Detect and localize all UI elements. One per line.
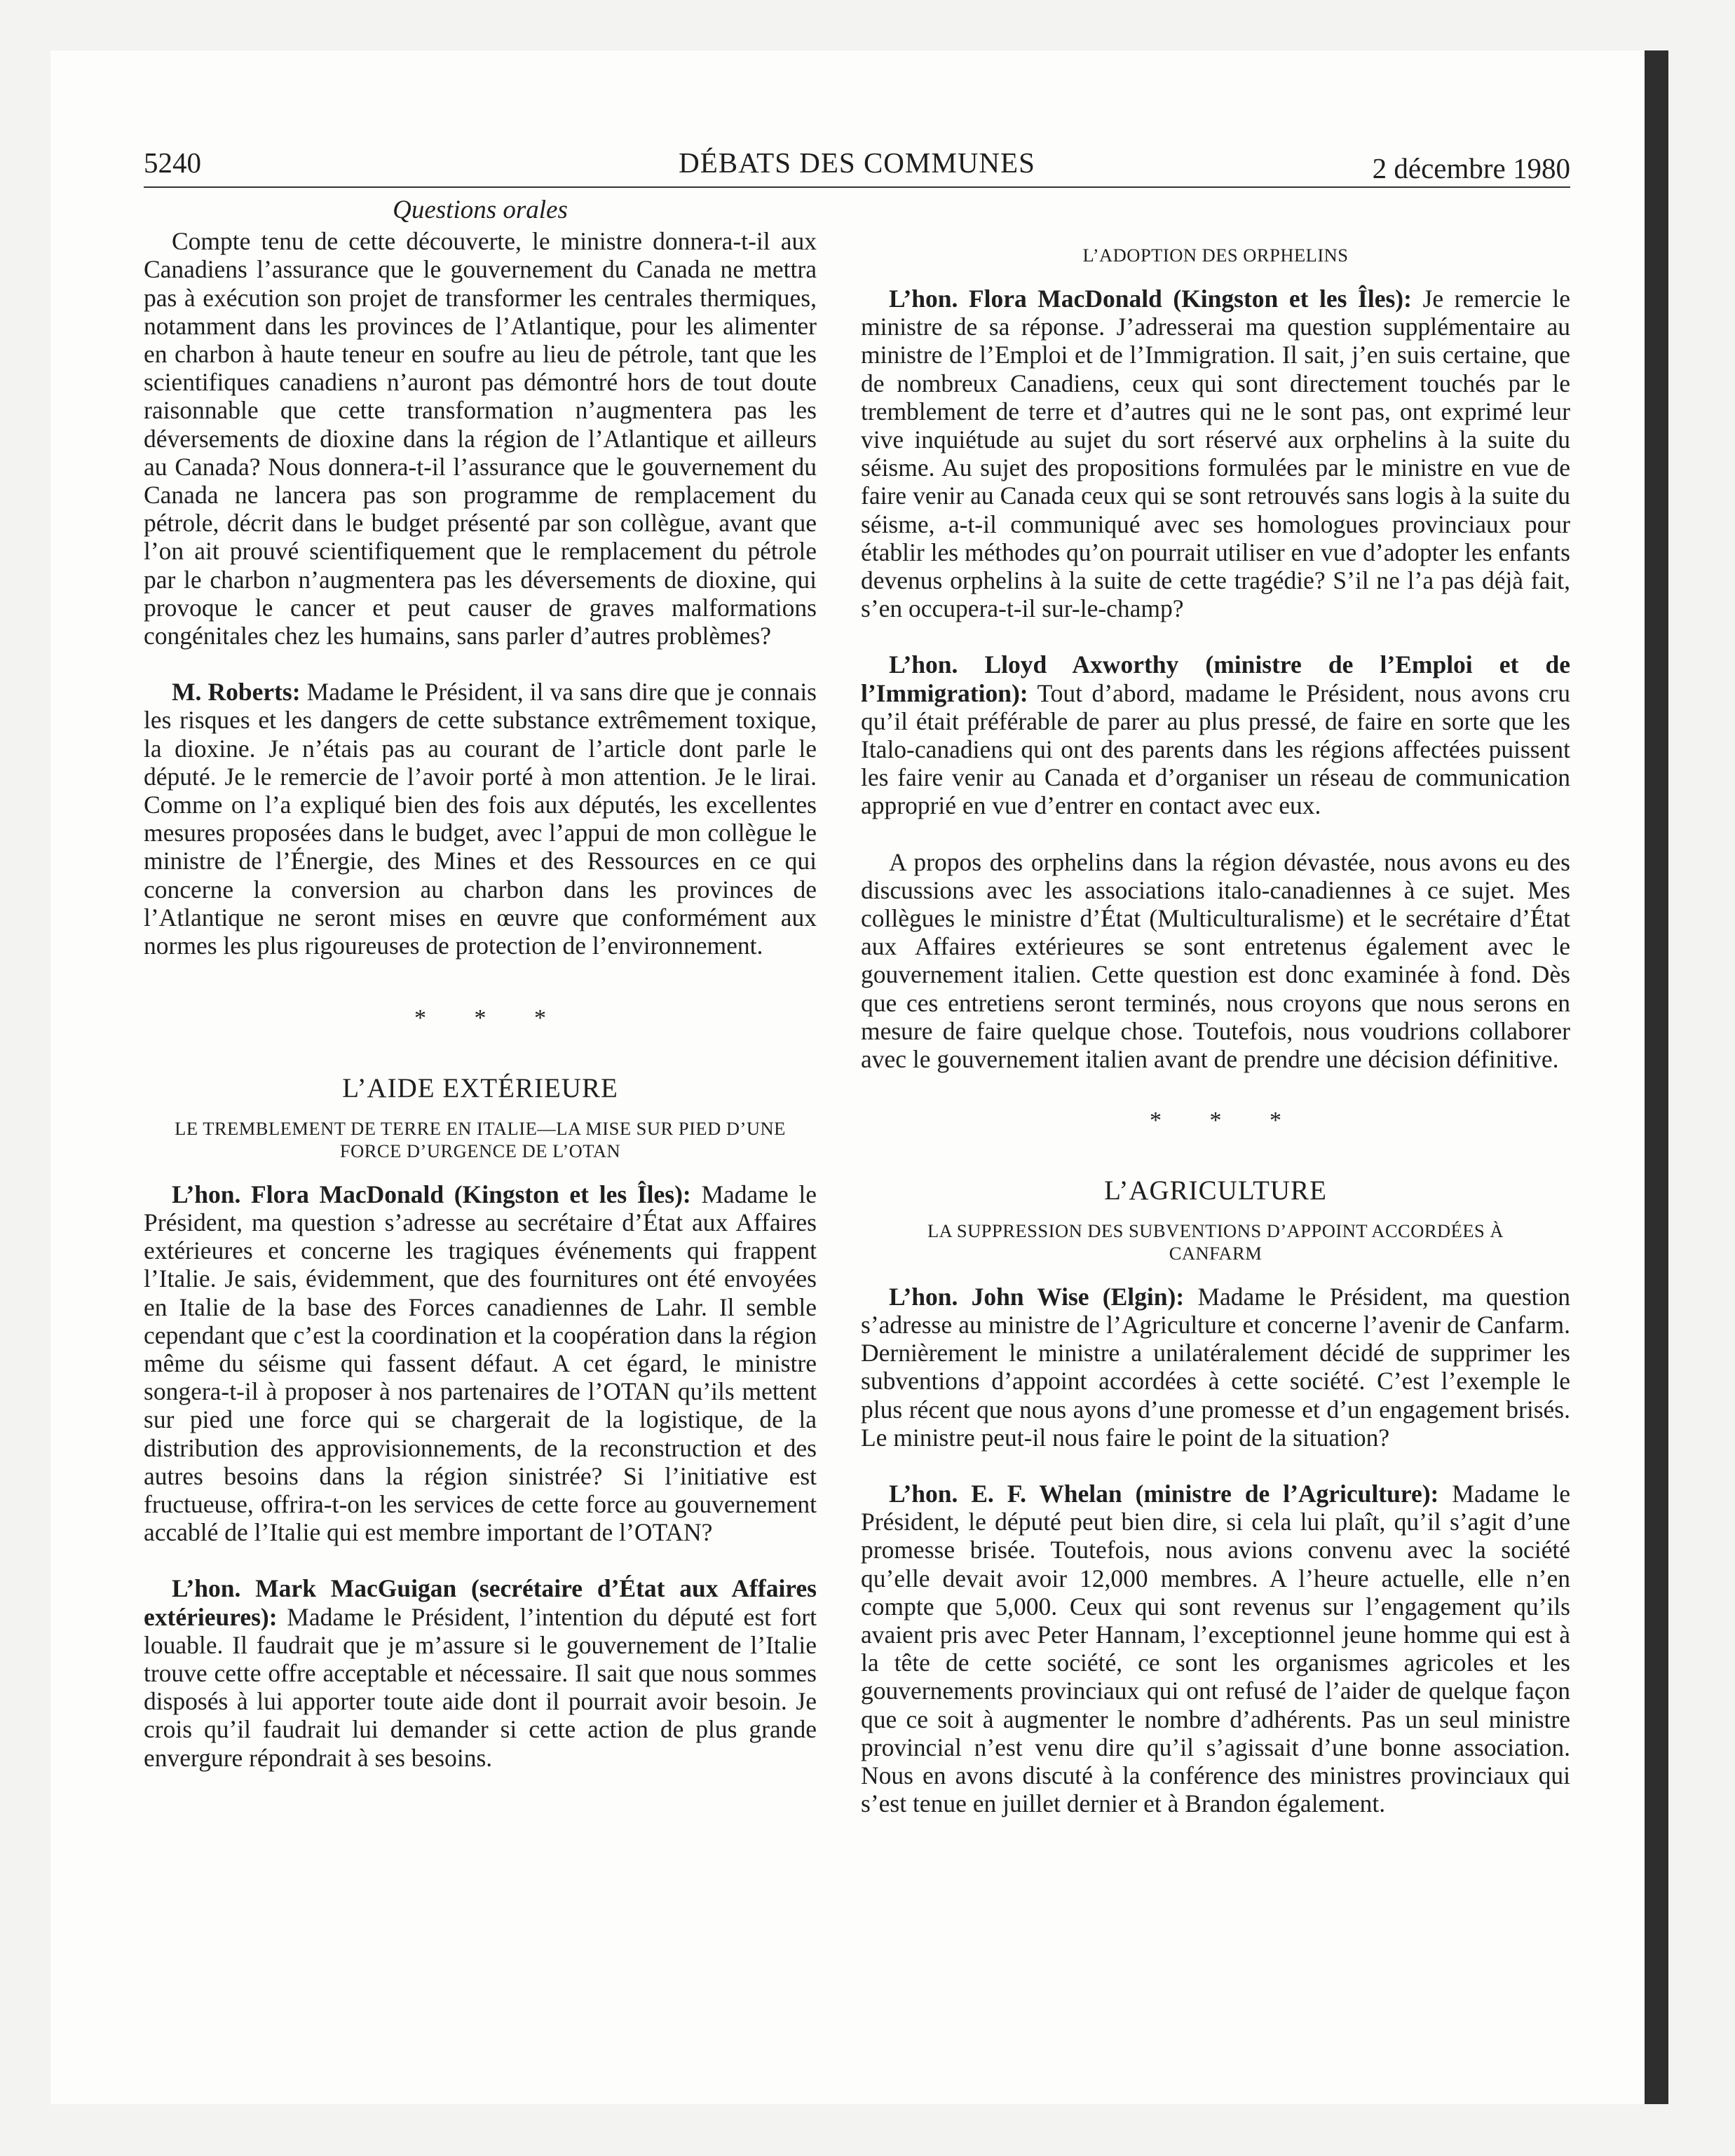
- speaker-name: L’hon. Mark MacGuigan (secrétaire d’État aux Affaires extérieures):: [144, 1574, 817, 1631]
- section-title: L’AGRICULTURE: [1104, 1175, 1327, 1206]
- right-column: [861, 196, 1570, 1817]
- speech-text: Madame le Président, ma question s’adresse au secrétaire d’État aux Affaires extérieures et concerne les tragiques événements qui frappent l’Italie. Je sais, évidemment, que des fournitures ont été envoyées en Italie de la base des Forces canadiennes de Lahr. Il semble cependant que c’est la coordination et la coopération dans la région même du séisme qui fassent défaut. A cet égard, le ministre songera-t-il à proposer à nos partenaires de l’OTAN qu’ils mettent sur pied une force qui se chargerait de la logistique, de la distribution des approvisionnements, de la reconstruction et des autres besoins dans la région sinistrée? Si l’initiative est fructueuse, offrira-t-on les services de cette force au gouvernement accablé de l’Italie qui est membre important de l’OTAN?: [144, 1180, 817, 1547]
- paragraph: [861, 1283, 1570, 1452]
- speech-text: Madame le Président, l’intention du député est fort louable. Il faudrait que je m’assure si le gouvernement de l’Italie trouve cette offre acceptable et nécessaire. Il sait que nous sommes disposés à lui apporter toute aide dont il pourrait avoir besoin. Je crois qu’il faudrait lui demander si cette action de plus grande envergure répondrait à ses besoins.: [144, 1602, 817, 1772]
- section-separator: * * *: [1150, 1107, 1302, 1134]
- speech-text: Je remercie le ministre de sa réponse. J’adresserai ma question supplémentaire au ministre de l’Emploi et de l’Immigration. Il sait, j’en suis certaine, que de nombreux Canadiens, ceux qui sont directement touchés par le tremblement de terre et d’autres qui ne le sont pas, ont exprimé leur vive inquiétude au sujet du sort réservé aux orphelins à la suite du séisme. Au sujet des propositions formulées par le ministre en vue de faire venir au Canada ceux qui se sont retrouvés sans logis à la suite du séisme, a-t-il communiqué avec ses homologues provinciaux pour établir les méthodes qu’on pourrait utiliser en vue d’adopter les enfants devenus orphelins à la suite de cette tragédie? S’il ne l’a pas déjà fait, s’en occupera-t-il sur-le-champ?: [861, 285, 1570, 623]
- binding-edge: [1645, 50, 1668, 2104]
- speaker-name: L’hon. Lloyd Axworthy (ministre de l’Emploi et de l’Immigration):: [861, 650, 1570, 707]
- speaker-name: L’hon. E. F. Whelan (ministre de l’Agriculture):: [889, 1479, 1439, 1508]
- subsection-title: LA SUPPRESSION DES SUBVENTIONS D’APPOINT ACCORDÉES À CANFARM: [927, 1220, 1504, 1264]
- header-rule: [144, 186, 1570, 188]
- paragraph: A propos des orphelins dans la région dévastée, nous avons eu des discussions avec les associations italo-canadiennes à ce sujet. Mes collègues le ministre d’État (Multiculturalisme) et le secrétaire d’État aux Affaires extérieures se sont entretenus également avec le gouvernement italien. Cette question est donc examinée à fond. Dès que ces entretiens seront terminés, nous croyons que nous serons en mesure de faire quelque chose. Toutefois, nous voudrions collaborer avec le gouvernement italien avant de prendre une décision définitive.: [861, 847, 1570, 1074]
- speaker-name: M. Roberts:: [172, 678, 301, 707]
- publication-title: DÉBATS DES COMMUNES: [679, 146, 1035, 179]
- publication-date: 2 décembre 1980: [1372, 152, 1570, 184]
- speech-text: Madame le Président, le député peut bien dire, si cela lui plaît, qu’il s’agit d’une promesse brisée. Toutefois, nous avions convenu avec la société qu’elle devait avoir 12,000 membres. A l’heure actuelle, elle n’en compte que 5,000. Ceux qui sont revenus sur l’engagement qu’ils avaient pris avec Peter Hannam, l’exceptionnel jeune homme qui est à la tête de cette société, ce sont les organismes agricoles et les gouvernements provinciaux qui ont refusé de l’aider de quelque façon que ce soit à augmenter le nombre d’adhérents. Pas un seul ministre provincial n’est venu dire qu’il s’agissait d’une bonne association. Nous en avons discuté à la conférence des ministres provinciaux qui s’est tenue en juillet dernier et à Brandon également.: [861, 1479, 1570, 1818]
- speaker-name: L’hon. John Wise (Elgin):: [889, 1282, 1185, 1311]
- subsection-title: L’ADOPTION DES ORPHELINS: [1082, 245, 1349, 266]
- speech-text: Madame le Président, ma question s’adresse au ministre de l’Agriculture et concerne l’avenir de Canfarm. Dernièrement le ministre a unilatéralement décidé de supprimer les subventions d’appoint accordées à cette société. C’est l’exemple le plus récent que nous ayons d’une promesse et d’un engagement brisés. Le ministre peut-il nous faire le point de la situation?: [861, 1282, 1570, 1452]
- subsection-title: LE TREMBLEMENT DE TERRE EN ITALIE—LA MISE SUR PIED D’UNE FORCE D’URGENCE DE L’OTAN: [175, 1117, 786, 1161]
- paragraph: [861, 650, 1570, 819]
- paragraph: [861, 285, 1570, 622]
- paragraph: [144, 678, 817, 960]
- page-number: 5240: [144, 146, 201, 179]
- speaker-name: L’hon. Flora MacDonald (Kingston et les Îles):: [172, 1180, 691, 1208]
- paragraph: [144, 1574, 817, 1771]
- speaker-name: L’hon. Flora MacDonald (Kingston et les Îles):: [889, 285, 1412, 313]
- page-header: [144, 146, 1570, 188]
- section-title: L’AIDE EXTÉRIEURE: [342, 1073, 618, 1104]
- running-head: Questions orales: [393, 196, 568, 224]
- section-separator: * * *: [414, 1005, 567, 1032]
- speech-text: Tout d’abord, madame le Président, nous avons cru qu’il était préférable de parer au plus pressé, de faire en sorte que les Italo-canadiens qui ont des parents dans les régions affectées puissent les faire venir au Canada et d’organiser un réseau de communication approprié en vue d’entrer en contact avec eux.: [861, 678, 1570, 820]
- paragraph: [861, 1480, 1570, 1817]
- paragraph: Compte tenu de cette découverte, le ministre donnera-t-il aux Canadiens l’assurance que le gouvernement du Canada ne mettra pas à exécution son projet de transformer les centrales thermiques, notamment dans les provinces de l’Atlantique, pour les alimenter en charbon à haute teneur en soufre au lieu de pétrole, tant que les scientifiques canadiens n’auront pas démontré hors de tout doute raisonnable que cette transformation n’augmentera pas les déversements de dioxine dans la région de l’Atlantique et ailleurs au Canada? Nous donnera-t-il l’assurance que le gouvernement du Canada ne lancera pas son programme de remplacement du pétrole, décrit dans le budget présenté par son collègue, avant que l’on ait prouvé scientifiquement que le remplacement du pétrole par le charbon n’augmentera pas les déversements de dioxine, qui provoque le cancer et peut causer de graves malformations congénitales chez les humains, sans parler d’autres problèmes?: [144, 227, 817, 650]
- paragraph: [144, 1180, 817, 1547]
- left-column: [144, 196, 817, 1772]
- speech-text: Madame le Président, il va sans dire que je connais les risques et les dangers de cette substance extrêmement toxique, la dioxine. Je n’étais pas au courant de l’article dont parle le député. Je le remercie de l’avoir porté à mon attention. Je le lirai. Comme on l’a expliqué bien des fois aux députés, les excellentes mesures proposées dans le budget, avec l’appui de mon collègue le ministre de l’Énergie, des Mines et des Ressources en ce qui concerne la conversion au charbon dans les provinces de l’Atlantique ne seront mises en œuvre que conformément aux normes les plus rigoureuses de protection de l’environnement.: [144, 678, 817, 960]
